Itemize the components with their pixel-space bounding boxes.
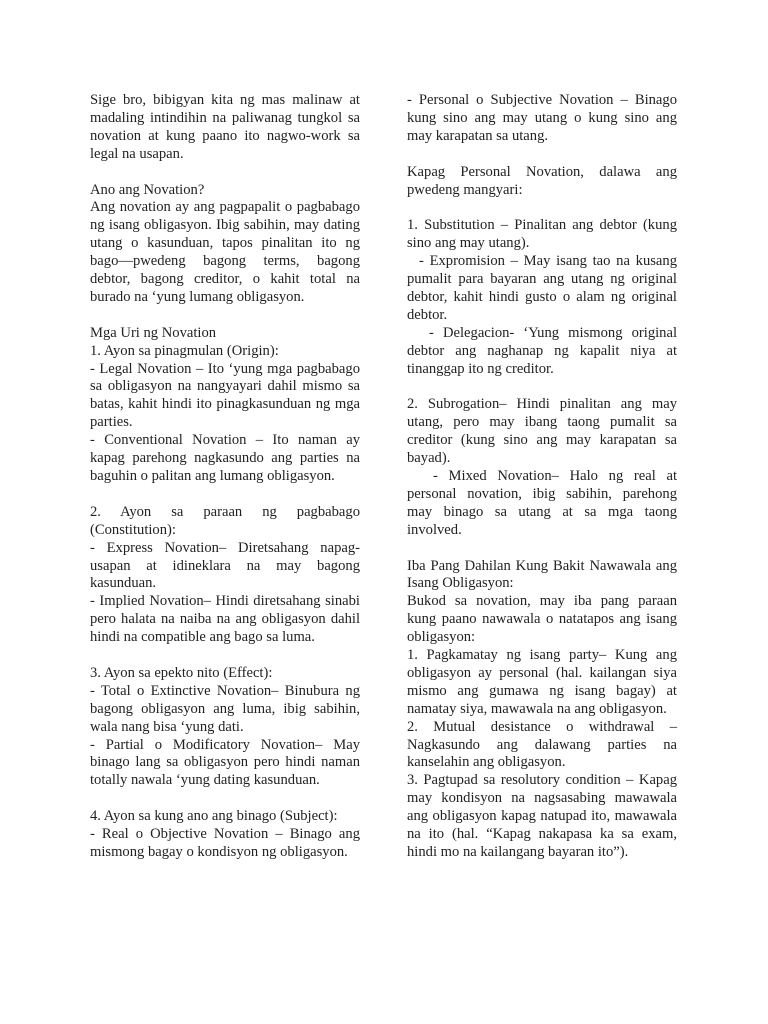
spacer xyxy=(90,307,360,325)
substitution-item: 1. Substitution – Pinalitan ang debtor (kung sino ang may utang). xyxy=(407,217,677,252)
effect-heading: 3. Ayon sa epekto nito (Effect): xyxy=(90,664,273,681)
spacer xyxy=(407,540,677,558)
resolutory-condition-item: 3. Pagtupad sa resolutory condition – Kapag may kondisyon na nagsasabing mawawala ang obligasyon kapag natupad ito, mawawala na ito (hal. “Kapag nakapasa ka sa exam, hindi mo na kailangang bayaran ito”). xyxy=(407,772,677,860)
spacer xyxy=(407,199,677,217)
mixed-novation-item: - Mixed Novation– Halo ng real at personal novation, ibig sabihin, parehong may binago sa utang at sa mga taong involved. xyxy=(407,467,677,538)
death-of-party-item: 1. Pagkamatay ng isang party– Kung ang obligasyon ay personal (hal. kailangan siya mismo ang gumawa ng isang bagay) at namatay siya, mawawala na ang obligasyon. xyxy=(407,647,677,717)
partial-novation-item: - Partial o Modificatory Novation– May binago lang sa obligasyon pero hindi naman totally nawala ‘yung dating kasunduan. xyxy=(90,736,360,789)
origin-heading: 1. Ayon sa pinagmulan (Origin): xyxy=(90,342,279,359)
spacer xyxy=(90,486,360,504)
spacer xyxy=(90,790,360,808)
spacer xyxy=(90,647,360,665)
right-column xyxy=(407,92,677,862)
personal-novation-item: - Personal o Subjective Novation – Binago kung sino ang may utang o kung sino ang may karapatan sa utang. xyxy=(407,92,677,144)
express-novation-item: - Express Novation– Diretsahang napag-usapan at idineklara na may bagong kasunduan. xyxy=(90,539,360,592)
delegacion-item: - Delegacion- ‘Yung mismong original debtor ang naghanap ng kapalit niya at tinanggap ito ng creditor. xyxy=(407,324,677,377)
types-heading: Mga Uri ng Novation xyxy=(90,324,217,341)
definition-paragraph: Ang novation ay ang pagpapalit o pagbabago ng isang obligasyon. Ibig sabihin, may dating utang o kasunduan, tapos pinalitan ito ng bago—pwedeng bagong terms, bagong debtor, bagong creditor, o kahit total na burado na ‘yung lumang obligasyon. xyxy=(90,199,360,305)
implied-novation-item: - Implied Novation– Hindi diretsahang sinabi pero halata na naiba na ang obligasyon dahil hindi na compatible ang bago sa luma. xyxy=(90,593,360,646)
spacer xyxy=(90,164,360,182)
subject-heading: 4. Ayon sa kung ano ang binago (Subject): xyxy=(90,808,338,825)
conventional-novation-item: - Conventional Novation – Ito naman ay kapag parehong nagkasundo ang parties na baguhin o palitan ang lumang obligasyon. xyxy=(90,432,360,484)
real-novation-item: - Real o Objective Novation – Binago ang mismong bagay o kondisyon ng obligasyon. xyxy=(90,826,360,860)
expromision-item: - Expromision – May isang tao na kusang pumalit para bayaran ang utang ng original debtor, kahit hindi gusto o alam ng original debtor. xyxy=(407,253,677,323)
total-novation-item: - Total o Extinctive Novation– Binubura ng bagong obligasyon ang luma, ibig sabihin, wala nang bisa ‘yung dati. xyxy=(90,682,360,735)
personal-novation-intro: Kapag Personal Novation, dalawa ang pwedeng mangyari: xyxy=(407,163,677,198)
definition-heading: Ano ang Novation? xyxy=(90,181,205,198)
intro-paragraph: Sige bro, bibigyan kita ng mas malinaw at madaling intindihin na paliwanag tungkol sa novation at kung paano ito nagwo-work sa legal na usapan. xyxy=(90,92,360,162)
spacer xyxy=(407,378,677,396)
left-column xyxy=(90,92,360,862)
subrogation-item: 2. Subrogation– Hindi pinalitan ang may utang, pero may ibang taong pumalit sa creditor (kung sino ang may karapatan sa bayad). xyxy=(407,396,677,467)
other-reasons-intro: Bukod sa novation, may iba pang paraan kung paano nawawala o natatapos ang isang obligasyon: xyxy=(407,593,677,646)
constitution-heading: 2. Ayon sa paraan ng pagbabago (Constitution): xyxy=(90,503,360,538)
other-reasons-heading: Iba Pang Dahilan Kung Bakit Nawawala ang Isang Obligasyon: xyxy=(407,557,677,592)
spacer xyxy=(407,146,677,164)
legal-novation-item: - Legal Novation – Ito ‘yung mga pagbabago sa obligasyon na nangyayari dahil mismo sa batas, kahit hindi ito pinagkasunduan ng mga parties. xyxy=(90,360,360,431)
mutual-desistance-item: 2. Mutual desistance o withdrawal – Nagkasundo ang dalawang parties na kanselahin ang obligasyon. xyxy=(407,718,677,771)
